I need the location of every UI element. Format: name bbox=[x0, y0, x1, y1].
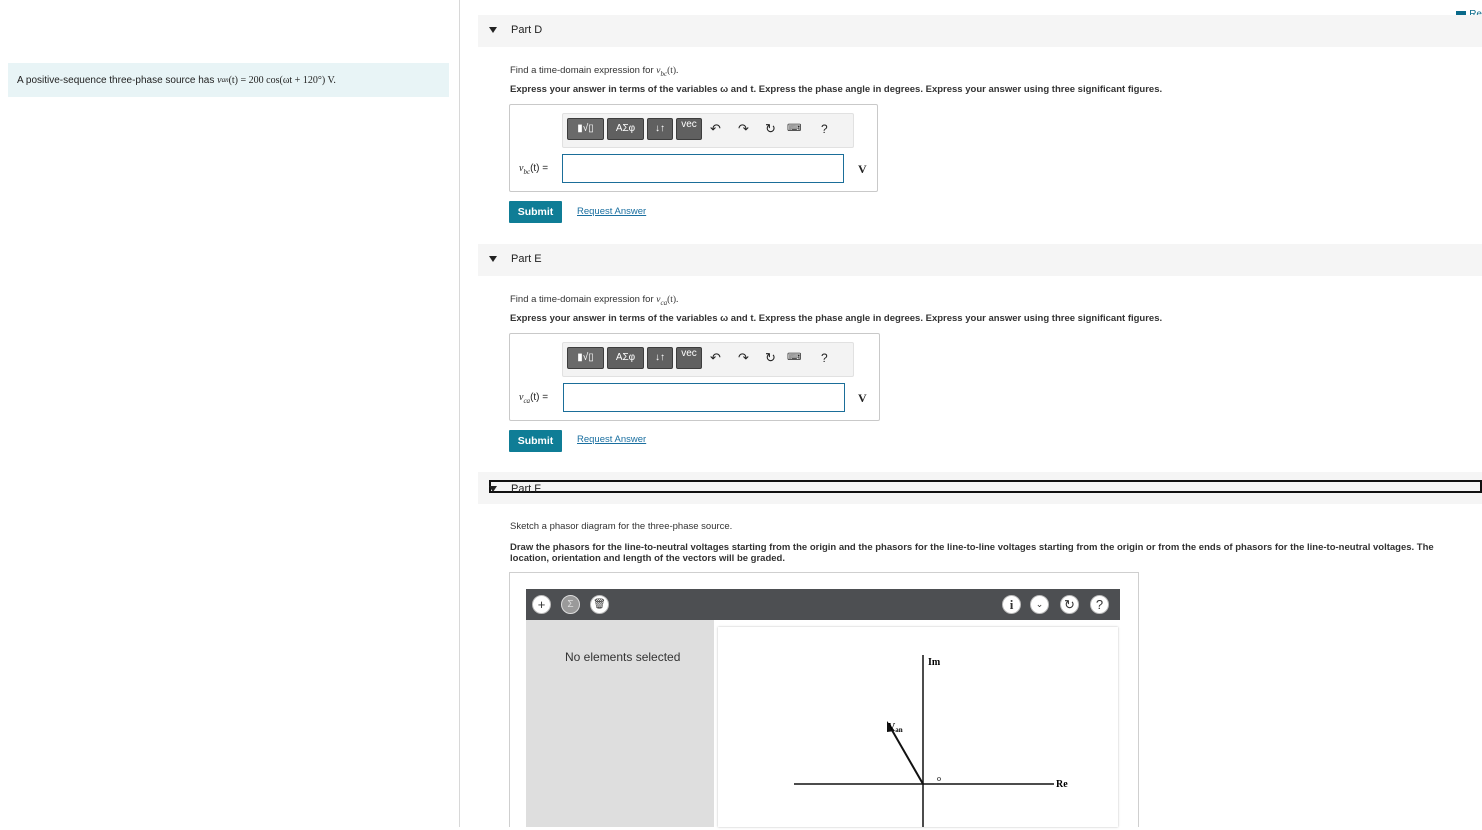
undo-icon[interactable]: ↶ bbox=[710, 121, 721, 136]
help-icon[interactable]: ? bbox=[1090, 595, 1109, 614]
part-f-title: Part F bbox=[511, 483, 541, 495]
van-phasor[interactable] bbox=[889, 725, 923, 784]
vec-button[interactable]: vec bbox=[676, 347, 702, 369]
part-e-question: Find a time-domain expression for $v_{ca}(t)$. bbox=[510, 294, 679, 307]
part-f-question: Sketch a phasor diagram for the three-phase source. bbox=[510, 521, 733, 532]
re-axis-label: Re bbox=[1056, 779, 1068, 790]
part-d-submit-button[interactable]: Submit bbox=[509, 201, 562, 223]
problem-statement: A positive-sequence three-phase source has v an (t) = 200 cos(ωt + 120°) V. bbox=[8, 63, 449, 97]
part-e-request-answer-link[interactable]: Request Answer bbox=[577, 434, 647, 445]
part-d-unit: V bbox=[858, 162, 867, 176]
problem-pane bbox=[0, 0, 460, 827]
add-icon[interactable]: + bbox=[532, 595, 551, 614]
redo-icon[interactable]: ↷ bbox=[738, 121, 749, 136]
math-toolbar bbox=[562, 113, 854, 148]
part-f-header[interactable] bbox=[478, 472, 1482, 504]
part-e-submit-button[interactable]: Submit bbox=[509, 430, 562, 452]
arrows-button[interactable]: ↓↑ bbox=[647, 118, 673, 140]
reset-icon[interactable]: ↻ bbox=[1060, 595, 1079, 614]
part-f-instructions: Draw the phasors for the line-to-neutral voltages starting from the origin and the phasors for the line-to-line voltages starting from the origin or from the ends of phasors for the line-to-neutral voltages. The location, orientation and length of the vectors will be graded. bbox=[510, 542, 1434, 564]
phasor-toolbar bbox=[526, 589, 1120, 620]
undo-icon[interactable]: ↶ bbox=[710, 350, 721, 365]
part-e-unit: V bbox=[858, 391, 867, 405]
arrows-button[interactable]: ↓↑ bbox=[647, 347, 673, 369]
info-icon[interactable]: i bbox=[1002, 595, 1021, 614]
reset-icon[interactable]: ↻ bbox=[765, 121, 776, 136]
keyboard-icon[interactable]: ⌨ bbox=[787, 352, 802, 363]
collapse-triangle-icon[interactable] bbox=[489, 256, 497, 262]
part-d-answer-input[interactable] bbox=[562, 154, 844, 183]
van-label: $V_{an}$ bbox=[888, 722, 903, 734]
part-e-title: Part E bbox=[511, 253, 542, 265]
part-e-input-label: $v_{ca}(t)$ = bbox=[519, 392, 549, 405]
phasor-canvas[interactable] bbox=[718, 627, 1118, 827]
part-e-answer-input[interactable] bbox=[563, 383, 845, 412]
part-e-header[interactable] bbox=[478, 244, 1482, 276]
trash-icon[interactable]: 🗑 bbox=[590, 595, 609, 614]
collapse-triangle-icon[interactable] bbox=[489, 27, 497, 33]
templates-button[interactable]: ▮√▯ bbox=[567, 347, 604, 369]
templates-button[interactable]: ▮√▯ bbox=[567, 118, 604, 140]
part-e-instructions: Express your answer in terms of the variables ω and t. Express the phase angle in degrees. Express your answer using three significant figures. bbox=[510, 313, 1163, 324]
selection-panel bbox=[526, 620, 714, 827]
redo-icon[interactable]: ↷ bbox=[738, 350, 749, 365]
help-icon[interactable]: ? bbox=[821, 351, 828, 365]
part-d-answer-box bbox=[509, 104, 878, 192]
part-d-title: Part D bbox=[511, 24, 543, 36]
collapse-triangle-icon[interactable] bbox=[489, 486, 497, 492]
part-d-input-label: $v_{bc}(t)$ = bbox=[519, 163, 549, 176]
im-axis-label: Im bbox=[928, 657, 941, 668]
chevron-down-icon[interactable]: ⌄ bbox=[1030, 595, 1049, 614]
sum-icon[interactable]: Σ bbox=[561, 595, 580, 614]
origin-label: o bbox=[937, 774, 941, 783]
part-d-request-answer-link[interactable]: Request Answer bbox=[577, 206, 647, 217]
part-d-question: Find a time-domain expression for $v_{bc}(t)$. bbox=[510, 65, 679, 78]
greek-button[interactable]: ΑΣφ bbox=[607, 347, 644, 369]
reset-icon[interactable]: ↻ bbox=[765, 350, 776, 365]
part-e-answer-box bbox=[509, 333, 880, 421]
keyboard-icon[interactable]: ⌨ bbox=[787, 123, 802, 134]
focus-outline bbox=[489, 480, 1482, 493]
part-d-header[interactable] bbox=[478, 15, 1482, 47]
help-icon[interactable]: ? bbox=[821, 122, 828, 136]
part-d-instructions: Express your answer in terms of the variables ω and t. Express the phase angle in degrees. Express your answer using three significant figures. bbox=[510, 84, 1163, 95]
vec-button[interactable]: vec bbox=[676, 118, 702, 140]
no-selection-message: No elements selected bbox=[565, 650, 681, 664]
greek-button[interactable]: ΑΣφ bbox=[607, 118, 644, 140]
phasor-diagram[interactable] bbox=[718, 627, 1118, 827]
math-toolbar bbox=[562, 342, 854, 377]
